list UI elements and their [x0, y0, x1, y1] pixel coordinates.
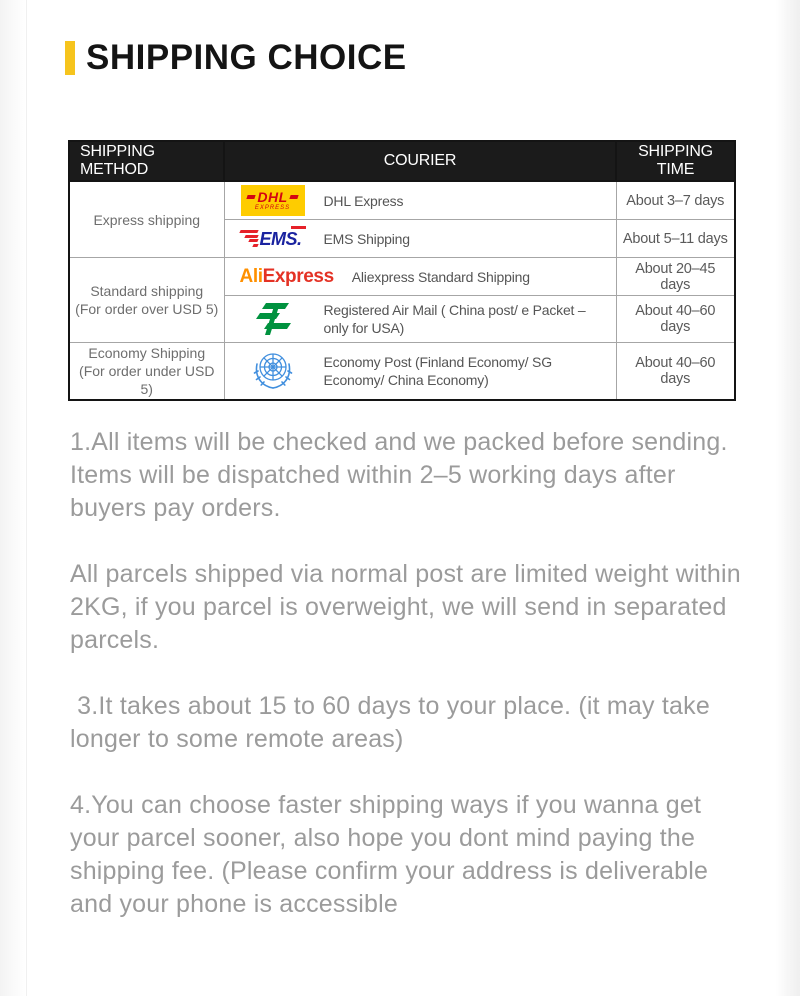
courier-name: EMS Shipping: [323, 230, 410, 247]
note-paragraph-3: 3.It takes about 15 to 60 days to your place. (it may take longer to some remote areas): [70, 692, 718, 753]
shipping-time-cell: About 20–45 days: [616, 258, 735, 296]
ems-stripes-icon: [240, 230, 258, 247]
method-cell-economy: [69, 343, 224, 401]
column-header-courier: COURIER: [224, 141, 616, 181]
ems-top-stripe-icon: [291, 226, 306, 230]
courier-cell: [224, 220, 616, 258]
dhl-logo-icon: DHL EXPRESS: [241, 185, 305, 216]
courier-cell: [224, 343, 616, 401]
shipping-notes: [70, 426, 748, 954]
shipping-table: [68, 140, 736, 401]
column-header-shipping-method: SHIPPING METHOD: [69, 141, 224, 181]
page-edge-right: [776, 0, 800, 996]
method-label: Standard shipping: [90, 283, 204, 299]
shipping-time-cell: About 5–11 days: [616, 220, 735, 258]
shipping-time-cell: About 3–7 days: [616, 181, 735, 220]
table-header-row: [69, 141, 735, 181]
shipping-time-cell: About 40–60 days: [616, 296, 735, 343]
courier-name: Economy Post (Finland Economy/ SG Economy/ China Economy): [323, 354, 552, 388]
title-accent-bar: [65, 41, 75, 75]
method-note: (For order under USD 5): [79, 363, 215, 397]
china-post-logo-icon: [253, 301, 293, 337]
courier-name: Registered Air Mail ( China post/ e Packet –only for USA): [323, 302, 586, 336]
method-cell-standard: [69, 258, 224, 343]
courier-name: Aliexpress Standard Shipping: [351, 268, 530, 285]
table-row: [69, 258, 735, 296]
note-paragraph-2: All parcels shipped via normal post are limited weight within 2KG, if you parcel is overweight, we will send in separated parcels.: [70, 560, 748, 654]
aliexpress-logo-icon: AliExpress: [239, 265, 334, 287]
ems-logo-icon: EMS.: [240, 224, 306, 254]
table-row: [69, 181, 735, 220]
method-cell-express: [69, 181, 224, 258]
courier-cell: [224, 258, 616, 296]
note-paragraph-1: 1.All items will be checked and we packed before sending. Items will be dispatched within 2–5 working days after buyers pay orders.: [70, 428, 735, 522]
page-edge-left: [0, 0, 27, 996]
courier-name: DHL Express: [323, 192, 404, 209]
courier-cell: [224, 181, 616, 220]
table-row: [69, 343, 735, 401]
shipping-time-cell: About 40–60 days: [616, 343, 735, 401]
column-header-shipping-time: SHIPPING TIME: [616, 141, 735, 181]
method-note: (For order over USD 5): [75, 301, 219, 317]
method-label: Express shipping: [93, 211, 201, 228]
dhl-dash-icon: [247, 195, 256, 199]
page-header: [65, 40, 407, 76]
un-globe-icon: [251, 350, 295, 392]
dhl-dash-icon: [289, 195, 298, 199]
method-label: Economy Shipping: [88, 345, 206, 361]
note-paragraph-4: 4.You can choose faster shipping ways if you wanna get your parcel sooner, also hope you dont mind paying the shipping fee. (Please confirm your address is deliverable and your phone is accessible: [70, 791, 716, 918]
courier-cell: [224, 296, 616, 343]
page-title: SHIPPING CHOICE: [86, 38, 407, 77]
